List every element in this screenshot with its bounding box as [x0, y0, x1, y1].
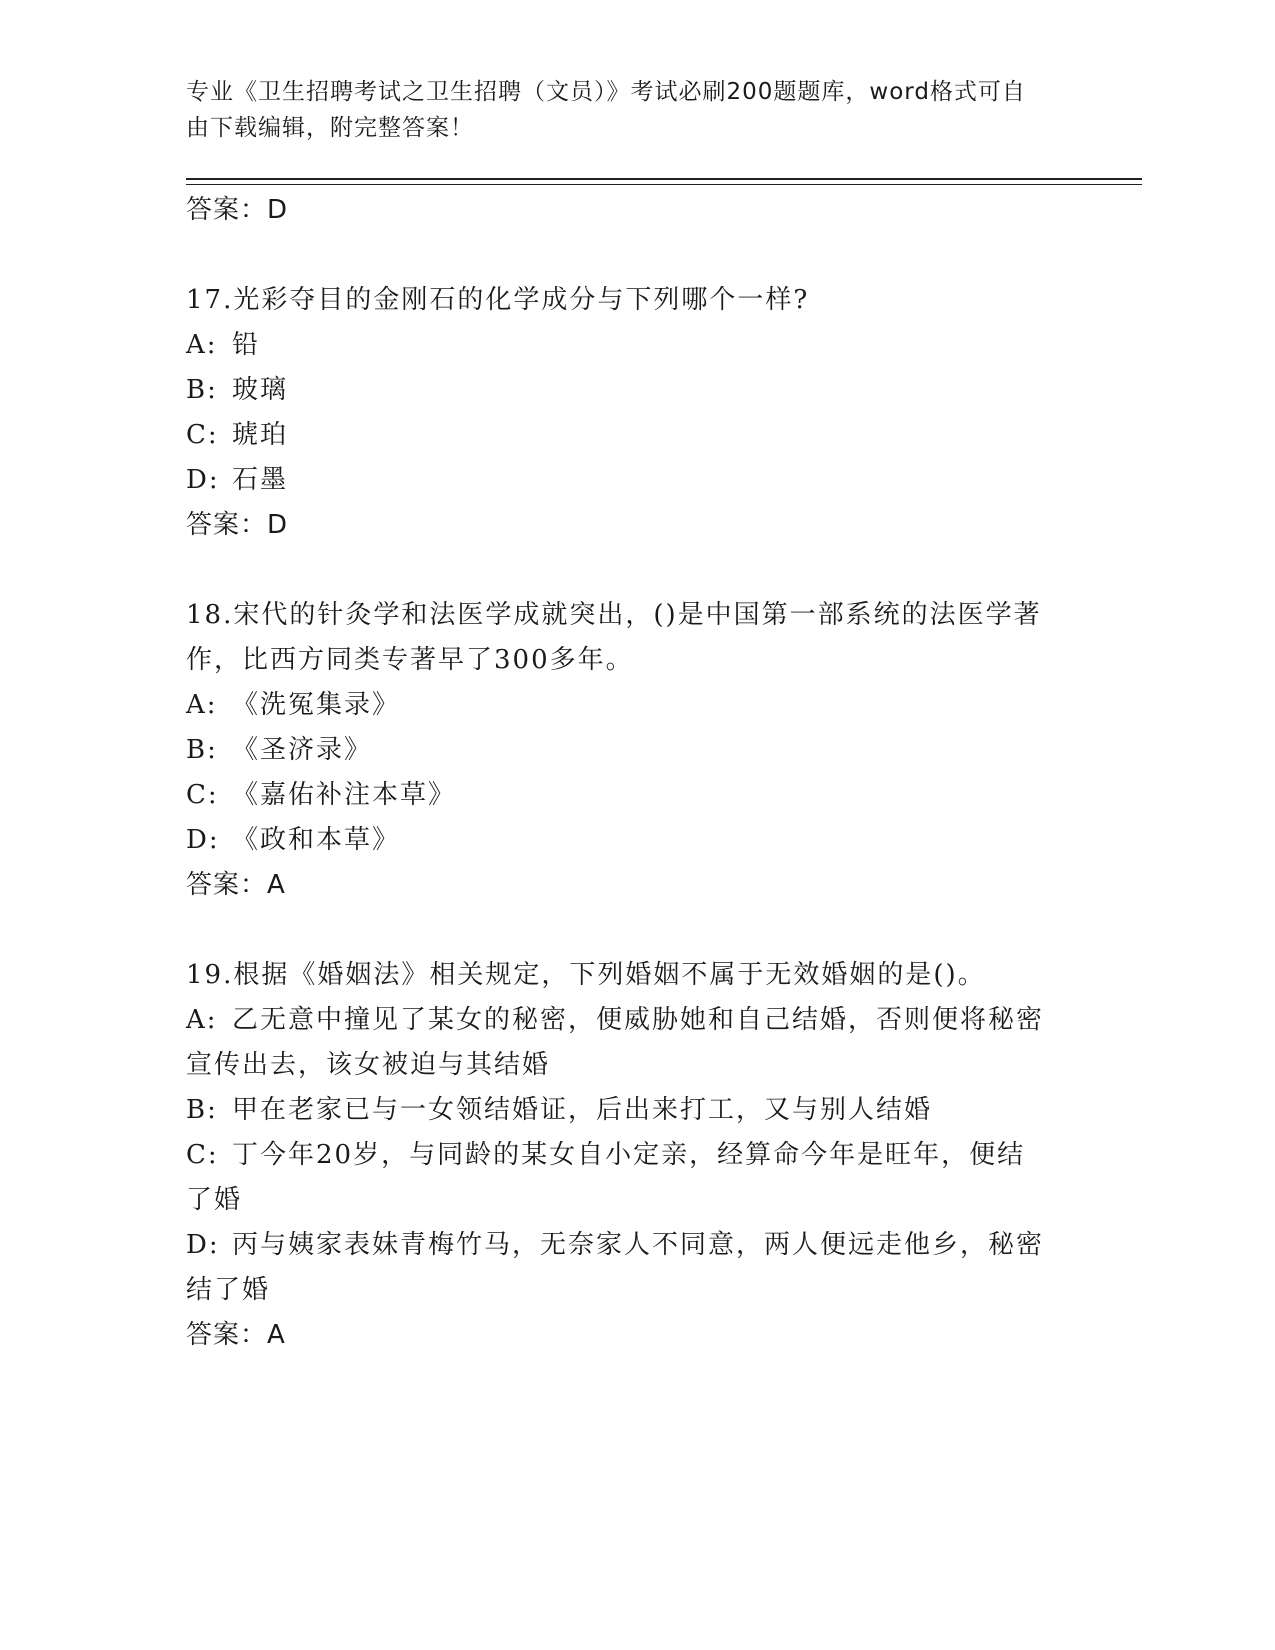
answer-line: 答案：D — [186, 195, 289, 225]
option-text: 乙无意中撞见了某女的秘密，便威胁她和自己结婚，否则便将秘密 — [232, 1005, 1045, 1035]
option-text: 《政和本草》 — [232, 825, 401, 855]
option-text: 《洗冤集录》 — [232, 690, 401, 720]
header-divider-thin — [186, 184, 1142, 185]
question-item — [186, 278, 1066, 548]
question-stem: 17.光彩夺目的金刚石的化学成分与下列哪个一样? — [186, 285, 810, 315]
option-label: D: — [186, 825, 220, 855]
option-label: C: — [186, 780, 219, 810]
option-item — [186, 773, 1066, 818]
option-item — [186, 323, 1066, 368]
document-header — [186, 74, 1066, 146]
option-item — [186, 413, 1066, 458]
option-label: A: — [186, 690, 218, 720]
answer-line: 答案：A — [186, 870, 286, 900]
option-label: A: — [186, 1005, 218, 1035]
header-line: 由下载编辑，附完整答案！ — [186, 115, 474, 141]
option-label: D: — [186, 465, 220, 495]
option-text: 甲在老家已与一女领结婚证，后出来打工，又与别人结婚 — [232, 1095, 933, 1125]
option-text: 铅 — [232, 330, 261, 360]
option-item — [186, 368, 1066, 413]
option-item — [186, 1133, 1066, 1223]
option-text: 石墨 — [232, 465, 289, 495]
option-text: 玻璃 — [232, 375, 289, 405]
option-item — [186, 683, 1066, 728]
option-item — [186, 998, 1066, 1088]
option-text: 《嘉佑补注本草》 — [232, 780, 457, 810]
header-line: 专业《卫生招聘考试之卫生招聘（文员）》考试必刷200题题库，word格式可自 — [186, 79, 1026, 105]
option-label: B: — [186, 735, 218, 765]
option-text-continued: 结了婚 — [186, 1275, 271, 1305]
question-list — [186, 188, 1066, 1358]
option-item — [186, 458, 1066, 503]
option-label: A: — [186, 330, 218, 360]
header-divider — [186, 178, 1142, 180]
option-item — [186, 818, 1066, 863]
option-text: 丁今年20岁，与同龄的某女自小定亲，经算命今年是旺年，便结 — [232, 1140, 1026, 1170]
question-stem: 19.根据《婚姻法》相关规定，下列婚姻不属于无效婚姻的是()。 — [186, 960, 986, 990]
question-stem: 作，比西方同类专著早了300多年。 — [186, 645, 634, 675]
option-text: 琥珀 — [232, 420, 289, 450]
option-text: 丙与姨家表妹青梅竹马，无奈家人不同意，两人便远走他乡，秘密 — [232, 1230, 1045, 1260]
answer-line: 答案：A — [186, 1320, 286, 1350]
option-label: B: — [186, 1095, 218, 1125]
answer-line: 答案：D — [186, 510, 289, 540]
option-text: 《圣济录》 — [232, 735, 373, 765]
question-item — [186, 593, 1066, 908]
option-label: C: — [186, 1140, 219, 1170]
option-text-continued: 了婚 — [186, 1185, 243, 1215]
option-text-continued: 宣传出去，该女被迫与其结婚 — [186, 1050, 551, 1080]
option-item — [186, 1088, 1066, 1133]
option-item — [186, 1223, 1066, 1313]
option-label: D: — [186, 1230, 220, 1260]
question-item — [186, 953, 1066, 1358]
option-label: B: — [186, 375, 218, 405]
question-stem: 18.宋代的针灸学和法医学成就突出，()是中国第一部系统的法医学著 — [186, 600, 1042, 630]
option-item — [186, 728, 1066, 773]
option-label: C: — [186, 420, 219, 450]
